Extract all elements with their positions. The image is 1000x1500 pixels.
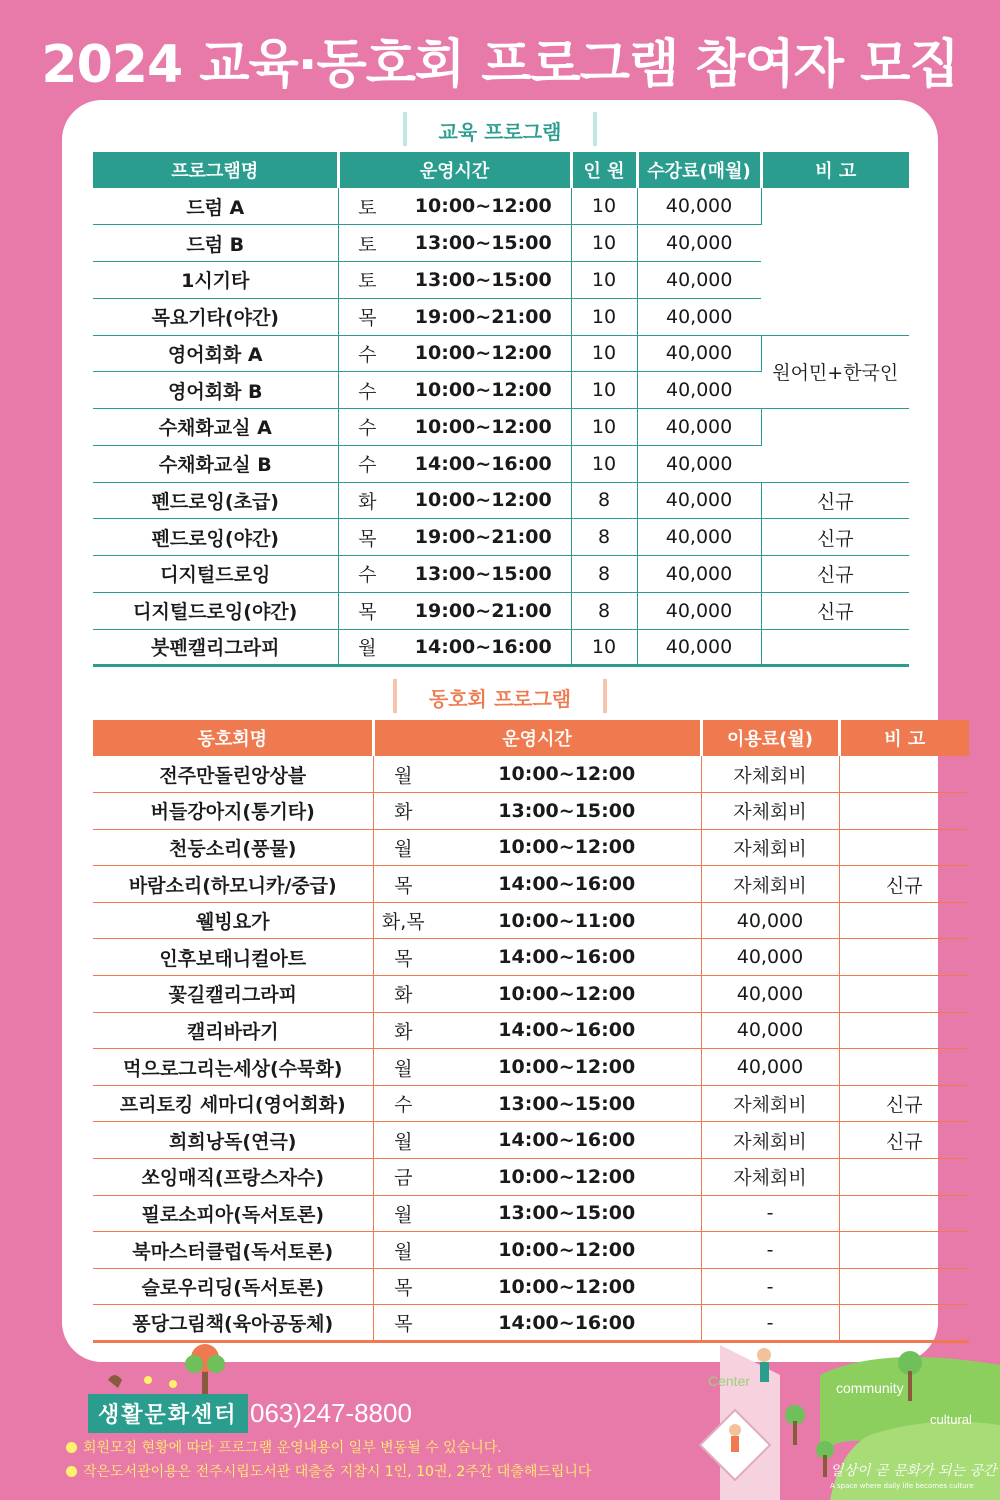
club-fee: 40,000 bbox=[701, 902, 839, 939]
program-day: 수 bbox=[338, 372, 396, 409]
club-time: 13:00~15:00 bbox=[433, 1195, 701, 1232]
program-fee: 40,000 bbox=[637, 188, 761, 225]
program-day: 토 bbox=[338, 262, 396, 299]
program-time: 13:00~15:00 bbox=[396, 556, 571, 593]
program-fee: 40,000 bbox=[637, 519, 761, 556]
program-fee: 40,000 bbox=[637, 298, 761, 335]
club-time: 10:00~12:00 bbox=[433, 1268, 701, 1305]
program-day: 월 bbox=[338, 629, 396, 666]
program-time: 10:00~12:00 bbox=[396, 409, 571, 446]
club-name: 북마스터클럽(독서토론) bbox=[93, 1232, 373, 1269]
program-remark bbox=[761, 409, 909, 483]
club-remark bbox=[839, 1195, 969, 1232]
club-fee: 40,000 bbox=[701, 1012, 839, 1049]
program-name: 펜드로잉(초급) bbox=[93, 482, 338, 519]
program-name: 수채화교실 B bbox=[93, 445, 338, 482]
program-day: 수 bbox=[338, 409, 396, 446]
program-capacity: 10 bbox=[571, 262, 637, 299]
program-capacity: 8 bbox=[571, 519, 637, 556]
slogan: 일상이 곧 문화가 되는 공간 bbox=[830, 1463, 997, 1479]
club-fee: - bbox=[701, 1232, 839, 1269]
program-day: 수 bbox=[338, 445, 396, 482]
phone-number[interactable]: 063)247-8800 bbox=[250, 1398, 412, 1428]
program-remark: 신규 bbox=[761, 482, 909, 519]
program-time: 13:00~15:00 bbox=[396, 225, 571, 262]
program-capacity: 10 bbox=[571, 372, 637, 409]
program-capacity: 8 bbox=[571, 556, 637, 593]
club-name: 웰빙요가 bbox=[93, 902, 373, 939]
program-time: 19:00~21:00 bbox=[396, 298, 571, 335]
program-remark: 신규 bbox=[761, 592, 909, 629]
club-remark bbox=[839, 1049, 969, 1086]
program-fee: 40,000 bbox=[637, 262, 761, 299]
club-time: 10:00~12:00 bbox=[433, 976, 701, 1013]
club-day: 월 bbox=[373, 829, 433, 866]
program-fee: 40,000 bbox=[637, 482, 761, 519]
table-row bbox=[93, 1268, 969, 1305]
table-row bbox=[93, 519, 909, 556]
club-day: 월 bbox=[373, 1049, 433, 1086]
club-name: 퐁당그림책(육아공동체) bbox=[93, 1305, 373, 1342]
table-row bbox=[93, 1159, 969, 1196]
club-fee: 자체회비 bbox=[701, 866, 839, 903]
illustration-center-label: Center bbox=[708, 1373, 751, 1389]
club-header-row bbox=[93, 720, 969, 756]
club-day: 목 bbox=[373, 1268, 433, 1305]
program-time: 14:00~16:00 bbox=[396, 445, 571, 482]
program-capacity: 8 bbox=[571, 592, 637, 629]
program-name: 드럼 A bbox=[93, 188, 338, 225]
club-fee: 자체회비 bbox=[701, 1159, 839, 1196]
club-name: 바람소리(하모니카/중급) bbox=[93, 866, 373, 903]
club-remark bbox=[839, 1268, 969, 1305]
club-remark: 신규 bbox=[839, 1085, 969, 1122]
club-day: 목 bbox=[373, 866, 433, 903]
program-fee: 40,000 bbox=[637, 409, 761, 446]
club-name: 꽃길캘리그라피 bbox=[93, 976, 373, 1013]
col-capacity: 인 원 bbox=[571, 152, 637, 188]
club-name: 캘리바라기 bbox=[93, 1012, 373, 1049]
program-time: 19:00~21:00 bbox=[396, 519, 571, 556]
club-name: 프리토킹 세마디(영어회화) bbox=[93, 1085, 373, 1122]
table-row bbox=[93, 629, 909, 666]
table-row bbox=[93, 409, 909, 446]
slogan-english: A space where daily life becomes culture bbox=[830, 1482, 974, 1490]
col-club-name: 동호회명 bbox=[93, 720, 373, 756]
table-row bbox=[93, 1232, 969, 1269]
program-time: 14:00~16:00 bbox=[396, 629, 571, 666]
table-row bbox=[93, 976, 969, 1013]
program-time: 13:00~15:00 bbox=[396, 262, 571, 299]
club-time: 10:00~11:00 bbox=[433, 902, 701, 939]
program-day: 화 bbox=[338, 482, 396, 519]
col-schedule: 운영시간 bbox=[338, 152, 571, 188]
col-program-name: 프로그램명 bbox=[93, 152, 338, 188]
edu-section-title: 교육 프로그램 bbox=[0, 116, 1000, 145]
club-name: 천둥소리(풍물) bbox=[93, 829, 373, 866]
edu-header-row bbox=[93, 152, 909, 188]
club-remark: 신규 bbox=[839, 866, 969, 903]
program-name: 디지털드로잉(야간) bbox=[93, 592, 338, 629]
program-name: 붓펜캘리그라피 bbox=[93, 629, 338, 666]
club-fee: - bbox=[701, 1195, 839, 1232]
table-row bbox=[93, 902, 969, 939]
program-fee: 40,000 bbox=[637, 225, 761, 262]
club-day: 화,목 bbox=[373, 902, 433, 939]
program-name: 펜드로잉(야간) bbox=[93, 519, 338, 556]
illustration-community-label: community bbox=[836, 1380, 904, 1396]
club-remark bbox=[839, 1159, 969, 1196]
program-capacity: 10 bbox=[571, 629, 637, 666]
table-row bbox=[93, 1012, 969, 1049]
club-fee: 자체회비 bbox=[701, 793, 839, 830]
club-section-title: 동호회 프로그램 bbox=[0, 683, 1000, 712]
bullet-icon bbox=[66, 1442, 77, 1453]
program-time: 10:00~12:00 bbox=[396, 372, 571, 409]
club-remark bbox=[839, 829, 969, 866]
program-day: 수 bbox=[338, 556, 396, 593]
center-name-badge: 생활문화센터 bbox=[88, 1394, 248, 1433]
program-remark bbox=[761, 629, 909, 666]
program-capacity: 10 bbox=[571, 188, 637, 225]
club-time: 10:00~12:00 bbox=[433, 829, 701, 866]
club-day: 화 bbox=[373, 976, 433, 1013]
club-fee: - bbox=[701, 1268, 839, 1305]
table-row bbox=[93, 939, 969, 976]
club-time: 14:00~16:00 bbox=[433, 939, 701, 976]
program-name: 영어회화 A bbox=[93, 335, 338, 372]
club-day: 수 bbox=[373, 1085, 433, 1122]
bullet-icon bbox=[66, 1466, 77, 1477]
program-fee: 40,000 bbox=[637, 592, 761, 629]
decorative-tree-illustration bbox=[78, 1340, 248, 1400]
program-remark: 원어민+한국인 bbox=[761, 335, 909, 409]
club-time: 13:00~15:00 bbox=[433, 793, 701, 830]
program-capacity: 10 bbox=[571, 335, 637, 372]
club-time: 14:00~16:00 bbox=[433, 1122, 701, 1159]
illustration-cultural-label: cultural bbox=[930, 1412, 972, 1427]
program-name: 디지털드로잉 bbox=[93, 556, 338, 593]
club-remark bbox=[839, 976, 969, 1013]
program-fee: 40,000 bbox=[637, 629, 761, 666]
program-capacity: 8 bbox=[571, 482, 637, 519]
col-remarks: 비 고 bbox=[761, 152, 909, 188]
program-day: 토 bbox=[338, 225, 396, 262]
club-time: 10:00~12:00 bbox=[433, 1159, 701, 1196]
program-remark: 신규 bbox=[761, 556, 909, 593]
program-capacity: 10 bbox=[571, 445, 637, 482]
program-name: 1시기타 bbox=[93, 262, 338, 299]
table-row bbox=[93, 335, 909, 372]
program-remark bbox=[761, 188, 909, 335]
col-club-fee: 이용료(월) bbox=[701, 720, 839, 756]
program-day: 목 bbox=[338, 519, 396, 556]
club-time: 14:00~16:00 bbox=[433, 1305, 701, 1342]
club-name: 버들강아지(통기타) bbox=[93, 793, 373, 830]
table-row bbox=[93, 556, 909, 593]
club-fee: 40,000 bbox=[701, 976, 839, 1013]
club-day: 목 bbox=[373, 1305, 433, 1342]
club-fee: - bbox=[701, 1305, 839, 1342]
club-time: 10:00~12:00 bbox=[433, 1232, 701, 1269]
program-time: 10:00~12:00 bbox=[396, 482, 571, 519]
club-name: 슬로우리딩(독서토론) bbox=[93, 1268, 373, 1305]
table-row bbox=[93, 482, 909, 519]
notice-1: 회원모집 현황에 따라 프로그램 운영내용이 일부 변동될 수 있습니다. bbox=[66, 1437, 502, 1457]
table-row bbox=[93, 1085, 969, 1122]
notice-2: 작은도서관이용은 전주시립도서관 대출증 지참시 1인, 10권, 2주간 대출해드립니다 bbox=[66, 1461, 591, 1481]
club-day: 월 bbox=[373, 1232, 433, 1269]
table-row bbox=[93, 756, 969, 793]
club-name: 희희낭독(연극) bbox=[93, 1122, 373, 1159]
program-capacity: 10 bbox=[571, 409, 637, 446]
table-row bbox=[93, 829, 969, 866]
club-time: 14:00~16:00 bbox=[433, 866, 701, 903]
program-capacity: 10 bbox=[571, 225, 637, 262]
club-fee: 40,000 bbox=[701, 1049, 839, 1086]
club-name: 전주만돌린앙상블 bbox=[93, 756, 373, 793]
club-time: 10:00~12:00 bbox=[433, 756, 701, 793]
club-fee: 자체회비 bbox=[701, 829, 839, 866]
program-remark: 신규 bbox=[761, 519, 909, 556]
table-row bbox=[93, 592, 909, 629]
program-name: 드럼 B bbox=[93, 225, 338, 262]
club-fee: 자체회비 bbox=[701, 756, 839, 793]
club-fee: 자체회비 bbox=[701, 1122, 839, 1159]
club-day: 화 bbox=[373, 793, 433, 830]
club-fee: 자체회비 bbox=[701, 1085, 839, 1122]
club-day: 월 bbox=[373, 1195, 433, 1232]
table-row bbox=[93, 188, 909, 225]
club-day: 금 bbox=[373, 1159, 433, 1196]
program-time: 19:00~21:00 bbox=[396, 592, 571, 629]
col-club-schedule: 운영시간 bbox=[373, 720, 701, 756]
club-time: 10:00~12:00 bbox=[433, 1049, 701, 1086]
table-row bbox=[93, 793, 969, 830]
program-capacity: 10 bbox=[571, 298, 637, 335]
club-time: 14:00~16:00 bbox=[433, 1012, 701, 1049]
edu-program-table bbox=[93, 152, 909, 667]
table-row bbox=[93, 1195, 969, 1232]
club-fee: 40,000 bbox=[701, 939, 839, 976]
club-name: 먹으로그리는세상(수묵화) bbox=[93, 1049, 373, 1086]
club-remark bbox=[839, 902, 969, 939]
program-time: 10:00~12:00 bbox=[396, 335, 571, 372]
table-row bbox=[93, 866, 969, 903]
page-title: 2024 교육·동호회 프로그램 참여자 모집 bbox=[41, 35, 959, 95]
club-day: 화 bbox=[373, 1012, 433, 1049]
table-row bbox=[93, 1122, 969, 1159]
club-name: 쏘잉매직(프랑스자수) bbox=[93, 1159, 373, 1196]
club-remark bbox=[839, 793, 969, 830]
club-day: 목 bbox=[373, 939, 433, 976]
program-fee: 40,000 bbox=[637, 372, 761, 409]
program-day: 토 bbox=[338, 188, 396, 225]
program-name: 수채화교실 A bbox=[93, 409, 338, 446]
club-remark bbox=[839, 1012, 969, 1049]
program-fee: 40,000 bbox=[637, 556, 761, 593]
program-time: 10:00~12:00 bbox=[396, 188, 571, 225]
program-fee: 40,000 bbox=[637, 445, 761, 482]
program-name: 목요기타(야간) bbox=[93, 298, 338, 335]
club-remark: 신규 bbox=[839, 1122, 969, 1159]
col-fee: 수강료(매월) bbox=[637, 152, 761, 188]
club-time: 13:00~15:00 bbox=[433, 1085, 701, 1122]
club-day: 월 bbox=[373, 1122, 433, 1159]
program-fee: 40,000 bbox=[637, 335, 761, 372]
club-remark bbox=[839, 939, 969, 976]
program-name: 영어회화 B bbox=[93, 372, 338, 409]
program-day: 목 bbox=[338, 298, 396, 335]
club-name: 필로소피아(독서토론) bbox=[93, 1195, 373, 1232]
club-name: 인후보태니컬아트 bbox=[93, 939, 373, 976]
club-program-table bbox=[93, 720, 969, 1343]
col-club-remarks: 비 고 bbox=[839, 720, 969, 756]
club-remark bbox=[839, 756, 969, 793]
club-remark bbox=[839, 1232, 969, 1269]
club-day: 월 bbox=[373, 756, 433, 793]
program-day: 수 bbox=[338, 335, 396, 372]
program-day: 목 bbox=[338, 592, 396, 629]
table-row bbox=[93, 1049, 969, 1086]
